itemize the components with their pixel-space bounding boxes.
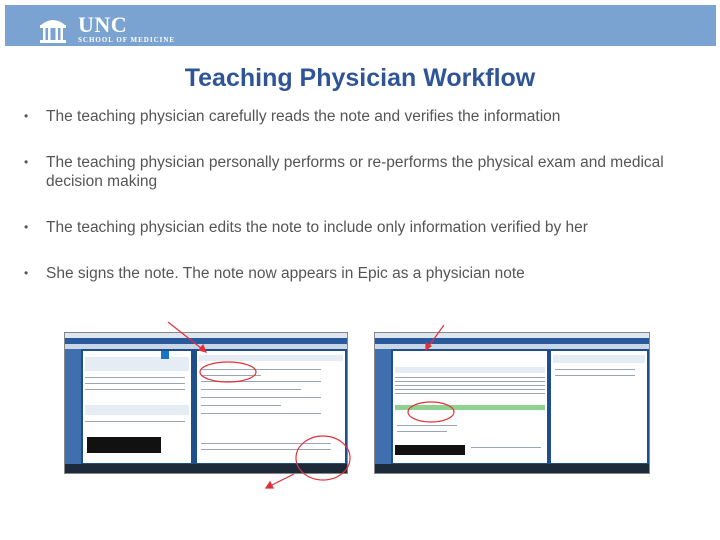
bullet-dot: • — [24, 220, 29, 234]
toolbar-icon — [161, 351, 169, 359]
note-line — [201, 443, 331, 444]
note-line — [397, 425, 457, 426]
note-line — [471, 447, 541, 448]
note-line — [201, 381, 321, 382]
header-banner — [5, 5, 716, 46]
table-header — [85, 405, 189, 415]
activity-line — [555, 369, 635, 370]
row-line — [85, 383, 185, 384]
windows-taskbar — [65, 464, 347, 473]
epic-tabs — [375, 344, 649, 349]
activity-pane — [551, 351, 647, 463]
note-line — [201, 405, 281, 406]
logo-word: UNC — [78, 12, 128, 37]
bullet-dot: • — [24, 109, 29, 123]
notes-row — [395, 377, 545, 378]
signed-note-row — [395, 405, 545, 410]
activity-header — [553, 355, 645, 363]
notes-row — [395, 389, 545, 390]
redacted-block — [87, 437, 161, 453]
notes-grid-header — [395, 367, 545, 373]
row-line — [85, 421, 185, 422]
epic-sidebar — [375, 349, 391, 464]
epic-tabs — [65, 344, 347, 349]
row-line — [85, 389, 185, 390]
bullet-text: The teaching physician personally performs or re-performs the physical exam and medical decision making — [46, 154, 664, 190]
bullet-dot: • — [24, 155, 29, 169]
note-line — [201, 375, 261, 376]
epic-screenshot-right — [374, 332, 650, 474]
epic-sidebar — [65, 349, 81, 464]
unc-logo — [38, 14, 188, 46]
note-line — [201, 449, 331, 450]
redacted-block — [395, 445, 465, 455]
bullet-dot: • — [24, 266, 29, 280]
note-line — [397, 431, 447, 432]
grid-header — [85, 357, 189, 371]
notes-row — [395, 393, 545, 394]
bullet-text: The teaching physician edits the note to include only information verified by her — [46, 219, 588, 236]
note-pane — [197, 351, 345, 463]
note-toolbar — [199, 355, 343, 361]
activity-line — [555, 375, 635, 376]
old-well-icon — [38, 14, 68, 44]
note-line — [201, 413, 321, 414]
epic-screenshot-left — [64, 332, 348, 474]
note-line — [201, 369, 321, 370]
bullet-text: The teaching physician carefully reads the note and verifies the information — [46, 108, 561, 125]
annotation-arrow — [266, 474, 294, 488]
annotation-arrowhead — [266, 482, 273, 488]
row-line — [85, 377, 185, 378]
note-line — [201, 389, 301, 390]
bullet-text: She signs the note. The note now appears in Epic as a physician note — [46, 265, 525, 282]
notes-row — [395, 385, 545, 386]
windows-taskbar — [375, 464, 649, 473]
notes-row — [395, 381, 545, 382]
slide-title: Teaching Physician Workflow — [184, 64, 536, 92]
logo-subtext: SCHOOL OF MEDICINE — [78, 36, 176, 44]
note-line — [201, 397, 321, 398]
